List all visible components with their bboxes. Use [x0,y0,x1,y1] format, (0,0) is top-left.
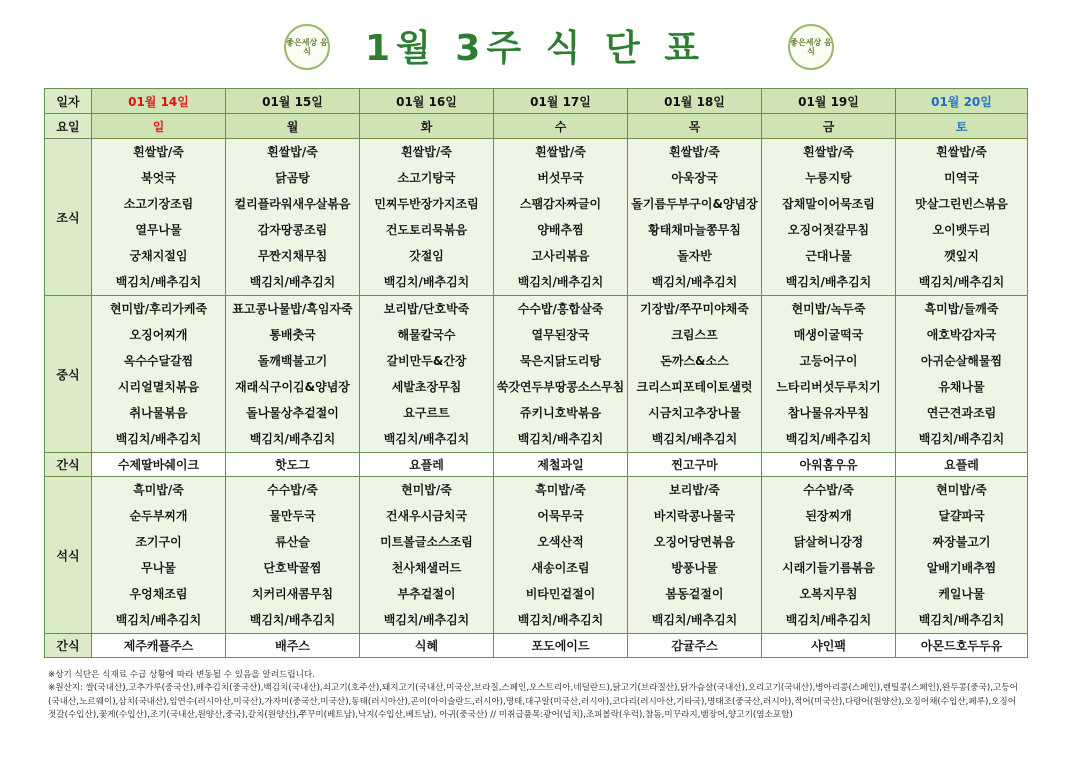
menu-item: 현미밥/녹두죽 [791,302,866,316]
menu-item: 새송이조림 [531,561,590,575]
dow-row [45,114,1028,139]
menu-item: 표고콩나물밥/흑임자죽 [232,302,353,316]
menu-item: 통배춧국 [269,328,316,342]
logo-right-text: 좋은세상 음식 [790,38,832,56]
menu-item: 알배기배추찜 [926,561,997,575]
menu-item: 무나물 [141,561,176,575]
menu-item: 깻잎지 [944,249,979,263]
menu-item: 백김치/배추김치 [785,432,872,446]
date-cell: 01월 20일 [896,89,1028,114]
menu-item: 애호박감자국 [926,328,997,342]
dinner-row-cell [762,477,896,634]
meal-items [226,296,359,452]
menu-item: 부추겉절이 [397,587,456,601]
menu-item: 고등어구이 [799,354,858,368]
dow-cell: 화 [360,114,494,139]
note-change: ※상기 식단은 식재료 수급 상황에 따라 변동될 수 있음을 알려드립니다. [48,670,315,680]
menu-item: 아욱장국 [671,171,718,185]
lunch-row-cell [226,296,360,453]
menu-item: 백김치/배추김치 [249,613,336,627]
meal-items [92,477,225,633]
menu-item: 크리스피포테이토샐럿 [636,380,753,394]
lunch-row-cell [360,296,494,453]
snack2-row-cell: 포도에이드 [494,634,628,658]
breakfast-row-cell [226,139,360,296]
page-title: 1월 3주 식 단 표 [364,28,706,69]
menu-item: 세발초장무침 [391,380,462,394]
snack1-row-cell: 핫도그 [226,453,360,477]
menu-item: 흰쌀밥/죽 [401,145,452,159]
menu-item: 흰쌀밥/죽 [669,145,720,159]
menu-item: 현미밥/후리가케죽 [109,302,208,316]
menu-item: 옥수수달갈찜 [123,354,194,368]
date-cell: 01월 16일 [360,89,494,114]
lunch-row-label: 중식 [45,296,92,453]
menu-item: 유채나물 [938,380,985,394]
meal-items [226,477,359,633]
date-cell: 01월 17일 [494,89,628,114]
menu-item: 기장밥/쭈꾸미야채죽 [640,302,749,316]
menu-item: 시리얼멸치볶음 [117,380,200,394]
menu-item: 쥬키니호박볶음 [519,406,602,420]
menu-item: 백김치/배추김치 [115,613,202,627]
snack2-row-cell: 아몬드호두두유 [896,634,1028,658]
menu-item: 크림스프 [671,328,718,342]
note-origin: ※원산지: 쌀(국내산),고추가루(중국산),배추김치(중국산),백김치(국내산),쇠고기(호주산),돼지고기(국내산,미국산,브라질,스페인,오스트리아,네덜란드),닭고기(브라질산),닭가슴살(국내산),오리고기(국내산),병아리콩(스페인),렌틸콩(스페인),완두콩(중국),고등어(국내산,노르웨이),삼치(국내산),임연수(러시아산,미국산),가자미(중국산,미국산),동태(러시아산),곤이(아이슬란드,러시아),명태,대구알(미국산,러시아),코다리(러시아산,기타국),명태조(중국산,러시아),적어(미국산),다랑어(원양산),오징어채(수입산,페루),오징어젓갈(수입산),꽃게(수입산),조기(국내산,원양산,중국),갈치(원양산),쭈꾸미(베트남),낙지(수입산,베트남), 아귀(중국산) // 미취급품목:광어(넙치),조피볼락(우럭),참돔,미꾸라지,뱀장어,양고기(염소포함) [48,683,1018,721]
dinner-row-cell [628,477,762,634]
menu-item: 백김치/배추김치 [651,613,738,627]
dow-cell: 토 [896,114,1028,139]
meal-items [896,296,1027,452]
snack2-row-cell: 감귤주스 [628,634,762,658]
menu-item: 오징어젓갈무침 [787,223,870,237]
dinner-row-cell [360,477,494,634]
menu-item: 누룽지탕 [805,171,852,185]
menu-item: 재래식구이김&양념장 [235,380,350,394]
menu-item: 백김치/배추김치 [918,432,1005,446]
menu-item: 컬리플라워새우살볶음 [234,197,351,211]
menu-item: 고사리볶음 [531,249,590,263]
meal-items [628,477,761,633]
menu-item: 열무나물 [135,223,182,237]
menu-item: 취나물볶음 [129,406,188,420]
menu-item: 미역국 [944,171,979,185]
date-cell: 01월 14일 [92,89,226,114]
menu-item: 흑미밥/죽 [133,483,184,497]
menu-item: 흰쌀밥/죽 [535,145,586,159]
breakfast-row-cell [494,139,628,296]
menu-item: 시래기들기름볶음 [782,561,875,575]
menu-item: 백김치/배추김치 [115,275,202,289]
menu-item: 백김치/배추김치 [383,613,470,627]
menu-item: 흰쌀밥/죽 [936,145,987,159]
breakfast-row-cell [628,139,762,296]
snack2-row-cell: 배주스 [226,634,360,658]
meal-items [762,139,895,295]
menu-item: 백김치/배추김치 [249,432,336,446]
menu-item: 해물칼국수 [397,328,456,342]
menu-table [44,88,1028,658]
snack1-row-cell: 수제딸바쉐이크 [92,453,226,477]
menu-item: 단호박꿀찜 [263,561,322,575]
lunch-row-cell [896,296,1028,453]
lunch-row [45,296,1028,453]
menu-item: 오징어찌개 [129,328,188,342]
menu-item: 치커리새콤무침 [251,587,334,601]
menu-item: 비타민겉절이 [525,587,596,601]
page-header [0,14,1070,74]
menu-item: 백김치/배추김치 [918,275,1005,289]
menu-item: 요구르트 [403,406,450,420]
menu-item: 갓절임 [409,249,444,263]
snack1-row-cell: 찐고구마 [628,453,762,477]
meal-items [896,477,1027,633]
snack1-row-cell: 요플레 [360,453,494,477]
menu-item: 느타리버섯두루치기 [776,380,881,394]
menu-item: 오이뱃두리 [932,223,991,237]
meal-items [360,477,493,633]
menu-item: 조기구이 [135,535,182,549]
menu-item: 매생이굴떡국 [793,328,864,342]
menu-item: 건새우시금치국 [385,509,468,523]
menu-item: 오복지무침 [799,587,858,601]
meal-items [628,296,761,452]
dow-cell: 월 [226,114,360,139]
meal-items [360,296,493,452]
lunch-row-cell [494,296,628,453]
menu-item: 황태채마늘쫑무침 [648,223,741,237]
menu-item: 봄동겉절이 [665,587,724,601]
menu-item: 류산슬 [275,535,310,549]
dinner-row-cell [92,477,226,634]
meal-items [92,296,225,452]
menu-item: 순두부찌개 [129,509,188,523]
breakfast-row-cell [360,139,494,296]
meal-items [92,139,225,295]
dow-label: 요일 [45,114,92,139]
dinner-row-cell [494,477,628,634]
logo-left-text: 좋은세상 음식 [286,38,328,56]
menu-item: 시금치고추장나물 [648,406,741,420]
dinner-row-cell [226,477,360,634]
meal-items [494,477,627,633]
snack2-row [45,634,1028,658]
menu-item: 백김치/배추김치 [785,275,872,289]
snack2-row-label: 간식 [45,634,92,658]
meal-items [494,296,627,452]
snack1-row-cell: 요플레 [896,453,1028,477]
snack1-row-cell: 아워홈우유 [762,453,896,477]
date-cell: 01월 18일 [628,89,762,114]
menu-item: 수수밥/죽 [267,483,318,497]
menu-item: 흰쌀밥/죽 [803,145,854,159]
meal-items [628,139,761,295]
dow-cell: 금 [762,114,896,139]
menu-item: 오색산적 [537,535,584,549]
menu-item: 우엉채조림 [129,587,188,601]
menu-item: 건도토리묵볶음 [385,223,468,237]
breakfast-row-cell [896,139,1028,296]
meal-items [494,139,627,295]
breakfast-row-cell [92,139,226,296]
menu-item: 흑미밥/들깨죽 [924,302,999,316]
snack2-row-cell: 샤인팩 [762,634,896,658]
menu-item: 궁채지절임 [129,249,188,263]
menu-item: 백김치/배추김치 [517,275,604,289]
menu-item: 백김치/배추김치 [115,432,202,446]
menu-item: 짜장불고기 [932,535,991,549]
lunch-row-cell [92,296,226,453]
menu-item: 흑미밥/죽 [535,483,586,497]
date-row [45,89,1028,114]
menu-item: 양배추찜 [537,223,584,237]
menu-item: 참나물유자무침 [787,406,870,420]
menu-item: 백김치/배추김치 [383,432,470,446]
snack1-row-cell: 제철과일 [494,453,628,477]
menu-item: 열무된장국 [531,328,590,342]
menu-item: 백김치/배추김치 [785,613,872,627]
snack2-row-cell: 제주캐플주스 [92,634,226,658]
menu-item: 백김치/배추김치 [383,275,470,289]
menu-item: 돈까스&소스 [660,354,729,368]
date-cell: 01월 15일 [226,89,360,114]
menu-item: 케일나물 [938,587,985,601]
breakfast-row-cell [762,139,896,296]
menu-item: 백김치/배추김치 [249,275,336,289]
meal-items [226,139,359,295]
menu-item: 연근견과조림 [926,406,997,420]
menu-item: 흰쌀밥/죽 [133,145,184,159]
meal-items [896,139,1027,295]
menu-item: 흰쌀밥/죽 [267,145,318,159]
menu-item: 수수밥/죽 [803,483,854,497]
lunch-row-cell [628,296,762,453]
menu-item: 현미밥/죽 [401,483,452,497]
meal-items [762,296,895,452]
menu-item: 천사채샐러드 [391,561,462,575]
snack1-row-label: 간식 [45,453,92,477]
menu-item: 보리밥/단호박죽 [383,302,470,316]
menu-item: 오징어당면볶음 [653,535,736,549]
dinner-row-label: 석식 [45,477,92,634]
menu-item: 미트볼글소스조림 [380,535,473,549]
dow-cell: 일 [92,114,226,139]
menu-item: 닭곰탕 [275,171,310,185]
dinner-row-cell [896,477,1028,634]
menu-item: 백김치/배추김치 [651,275,738,289]
menu-item: 갈비만두&간장 [386,354,467,368]
menu-item: 무짠지채무침 [257,249,328,263]
dow-cell: 목 [628,114,762,139]
date-label: 일자 [45,89,92,114]
breakfast-row-label: 조식 [45,139,92,296]
breakfast-row [45,139,1028,296]
menu-item: 돌나물상추겉절이 [246,406,339,420]
menu-item: 백김치/배추김치 [918,613,1005,627]
menu-item: 돌자반 [677,249,712,263]
menu-item: 버섯무국 [537,171,584,185]
menu-item: 맛살그린빈스볶음 [915,197,1008,211]
menu-item: 달걀파국 [938,509,985,523]
dow-cell: 수 [494,114,628,139]
date-cell: 01월 19일 [762,89,896,114]
menu-item: 민찌두반장가지조림 [374,197,479,211]
logo-right [788,24,834,70]
menu-item: 북엇국 [141,171,176,185]
menu-item: 소고기탕국 [397,171,456,185]
dinner-row [45,477,1028,634]
notes-section [48,669,1023,723]
menu-item: 묵은지닭도리탕 [519,354,602,368]
menu-item: 어묵무국 [537,509,584,523]
meal-items [762,477,895,633]
menu-item: 보리밥/죽 [669,483,720,497]
menu-item: 닭살허니강정 [793,535,864,549]
lunch-row-cell [762,296,896,453]
menu-item: 수수밥/흥합살죽 [517,302,604,316]
menu-item: 돌기름두부구이&양념장 [631,197,758,211]
menu-item: 백김치/배추김치 [651,432,738,446]
menu-item: 현미밥/죽 [936,483,987,497]
menu-item: 쑥갓연두부땅콩소스무침 [496,380,625,394]
menu-item: 물만두국 [269,509,316,523]
menu-item: 방풍나물 [671,561,718,575]
meal-items [360,139,493,295]
snack2-row-cell: 식혜 [360,634,494,658]
menu-item: 백김치/배추김치 [517,432,604,446]
menu-item: 바지락콩나물국 [653,509,736,523]
menu-item: 잡채말이어묵조림 [782,197,875,211]
menu-item: 스팸감자짜글이 [519,197,602,211]
menu-item: 근대나물 [805,249,852,263]
menu-item: 백김치/배추김치 [517,613,604,627]
menu-item: 된장찌개 [805,509,852,523]
menu-item: 돌깨백불고기 [257,354,328,368]
menu-item: 감자땅콩조림 [257,223,328,237]
menu-item: 아귀순살해물찜 [920,354,1003,368]
menu-item: 소고기장조림 [123,197,194,211]
snack1-row [45,453,1028,477]
